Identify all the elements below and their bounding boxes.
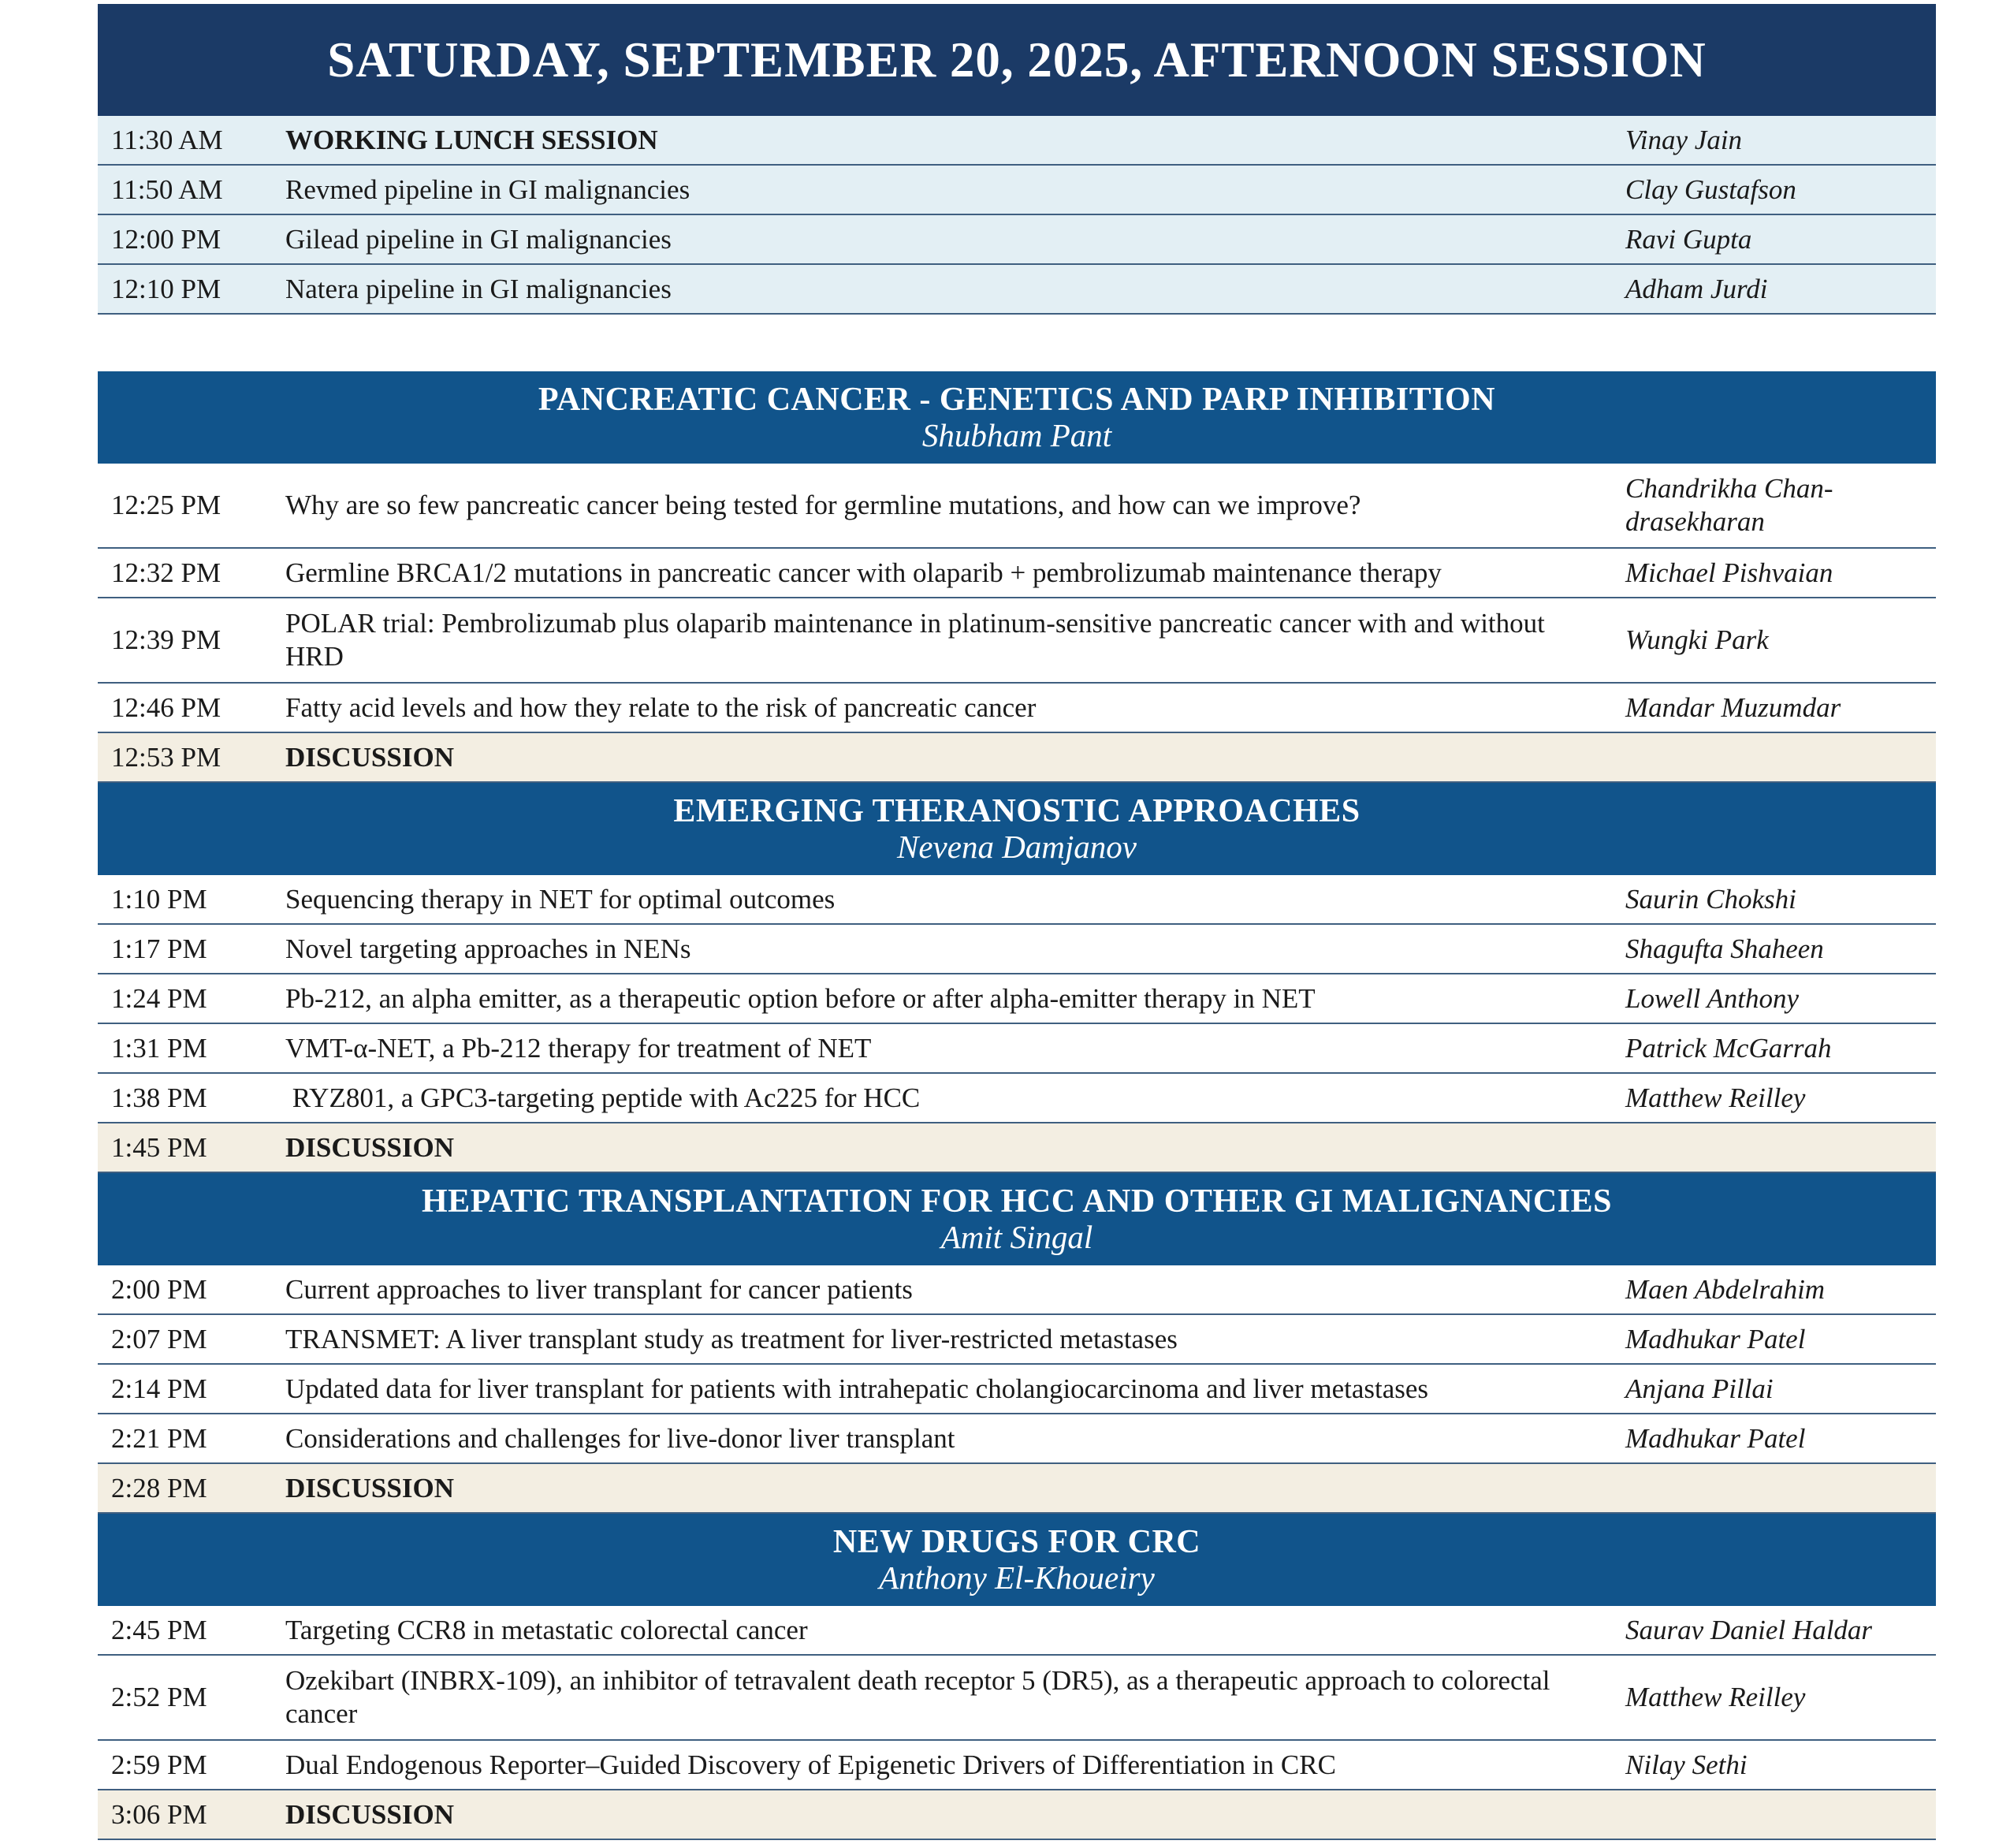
discussion-label: DISCUSSION <box>285 1472 454 1503</box>
time-cell: 12:00 PM <box>111 223 221 255</box>
table-row <box>98 974 1936 1024</box>
speaker-cell: Michael Pishvaian <box>1625 557 1833 588</box>
table-row <box>98 1414 1936 1464</box>
topic-cell: Dual Endogenous Reporter–Guided Discovery of Epigenetic Drivers of Differentiation in CRC <box>285 1749 1336 1780</box>
section-chair: Amit Singal <box>940 1219 1093 1256</box>
discussion-row <box>98 1464 1936 1514</box>
table-row <box>98 1741 1936 1790</box>
discussion-row <box>98 733 1936 783</box>
speaker-cell: Patrick McGarrah <box>1625 1032 1832 1064</box>
topic-cell: Gilead pipeline in GI malignancies <box>285 223 672 255</box>
time-cell: 1:31 PM <box>111 1032 207 1064</box>
section-new-drugs-crc <box>98 1514 1936 1840</box>
table-row <box>98 116 1936 166</box>
lunch-session-table <box>98 116 1936 315</box>
topic-cell: Pb-212, an alpha emitter, as a therapeutic option before or after alpha-emitter therapy in NET <box>285 982 1316 1014</box>
topic-cell: Targeting CCR8 in metastatic colorectal cancer <box>285 1614 808 1645</box>
speaker-cell: Shagufta Shaheen <box>1625 933 1824 964</box>
time-cell: 12:53 PM <box>111 741 221 773</box>
section-spacer <box>98 315 1936 371</box>
speaker-cell: Adham Jurdi <box>1625 273 1768 304</box>
discussion-label: DISCUSSION <box>285 1131 454 1163</box>
section-header <box>98 1514 1936 1606</box>
discussion-row <box>98 1123 1936 1173</box>
section-title: NEW DRUGS FOR CRC <box>832 1523 1201 1560</box>
speaker-cell: Madhukar Patel <box>1625 1422 1806 1454</box>
speaker-cell: Mandar Muzumdar <box>1625 691 1841 723</box>
time-cell: 12:32 PM <box>111 557 221 588</box>
topic-cell: Considerations and challenges for live-donor liver transplant <box>285 1422 955 1454</box>
section-header <box>98 371 1936 464</box>
topic-cell: Germline BRCA1/2 mutations in pancreatic cancer with olaparib + pembrolizumab maintenance therapy <box>285 557 1442 588</box>
speaker-cell: Saurin Chokshi <box>1625 883 1796 915</box>
time-cell: 12:25 PM <box>111 490 221 520</box>
table-row <box>98 464 1936 549</box>
time-cell: 1:45 PM <box>111 1131 207 1163</box>
topic-cell: VMT-α-NET, a Pb-212 therapy for treatment of NET <box>285 1032 872 1064</box>
topic-cell: Novel targeting approaches in NENs <box>285 933 691 964</box>
time-cell: 2:14 PM <box>111 1373 207 1404</box>
time-cell: 1:17 PM <box>111 933 207 964</box>
table-row <box>98 549 1936 598</box>
topic-cell: POLAR trial: Pembrolizumab plus olaparib maintenance in platinum-sensitive pancreatic cancer with and without HRD <box>285 608 1545 672</box>
time-cell: 12:39 PM <box>111 624 221 655</box>
table-row <box>98 1606 1936 1656</box>
discussion-label: DISCUSSION <box>285 1798 454 1830</box>
time-cell: 2:52 PM <box>111 1682 207 1712</box>
section-chair: Shubham Pant <box>921 417 1112 454</box>
time-cell: 2:45 PM <box>111 1614 207 1645</box>
table-row <box>98 265 1936 315</box>
section-title: PANCREATIC CANCER - GENETICS AND PARP INHIBITION <box>538 381 1496 418</box>
topic-cell: Sequencing therapy in NET for optimal outcomes <box>285 883 836 915</box>
table-row <box>98 1365 1936 1414</box>
time-cell: 2:00 PM <box>111 1273 207 1305</box>
table-row <box>98 166 1936 215</box>
section-theranostic <box>98 783 1936 1173</box>
time-cell: 3:06 PM <box>111 1798 207 1830</box>
speaker-cell: Clay Gustafson <box>1625 173 1796 205</box>
section-title: EMERGING THERANOSTIC APPROACHES <box>673 792 1360 829</box>
time-cell: 12:10 PM <box>111 273 221 304</box>
table-row <box>98 1315 1936 1365</box>
time-cell: 2:21 PM <box>111 1422 207 1454</box>
speaker-cell: Anjana Pillai <box>1625 1373 1774 1404</box>
table-row <box>98 598 1936 684</box>
section-header <box>98 1173 1936 1265</box>
table-row <box>98 1265 1936 1315</box>
table-row <box>98 1074 1936 1123</box>
time-cell: 1:38 PM <box>111 1082 207 1113</box>
section-hepatic-transplantation <box>98 1173 1936 1514</box>
topic-cell: TRANSMET: A liver transplant study as treatment for liver-restricted metastases <box>285 1323 1178 1354</box>
topic-cell: Current approaches to liver transplant for cancer patients <box>285 1273 913 1305</box>
speaker-cell: Vinay Jain <box>1625 124 1743 155</box>
time-cell: 2:28 PM <box>111 1472 207 1503</box>
speaker-cell: Madhukar Patel <box>1625 1323 1806 1354</box>
topic-cell: WORKING LUNCH SESSION <box>285 124 658 155</box>
time-cell: 1:10 PM <box>111 883 207 915</box>
speaker-cell: Matthew Reilley <box>1625 1682 1806 1712</box>
table-row <box>98 684 1936 733</box>
speaker-cell: Lowell Anthony <box>1625 982 1800 1014</box>
speaker-cell: Matthew Reilley <box>1625 1082 1806 1113</box>
section-chair: Anthony El-Khoueiry <box>879 1559 1155 1597</box>
section-title: HEPATIC TRANSPLANTATION FOR HCC AND OTHER GI MALIGNANCIES <box>422 1183 1612 1220</box>
time-cell: 2:07 PM <box>111 1323 207 1354</box>
table-row <box>98 925 1936 974</box>
section-pancreatic-cancer <box>98 371 1936 783</box>
topic-cell: Revmed pipeline in GI malignancies <box>285 173 690 205</box>
time-cell: 12:46 PM <box>111 691 221 723</box>
discussion-label: DISCUSSION <box>285 741 454 773</box>
table-row <box>98 875 1936 925</box>
page-title: SATURDAY, SEPTEMBER 20, 2025, AFTERNOON SESSION <box>98 4 1936 116</box>
section-header <box>98 783 1936 875</box>
time-cell: 2:59 PM <box>111 1749 207 1780</box>
topic-cell: Updated data for liver transplant for patients with intrahepatic cholangiocarcinoma and liver metastases <box>285 1373 1429 1404</box>
time-cell: 11:30 AM <box>111 124 223 155</box>
table-row <box>98 1656 1936 1741</box>
section-chair: Nevena Damjanov <box>897 829 1137 866</box>
time-cell: 1:24 PM <box>111 982 207 1014</box>
topic-cell: Natera pipeline in GI malignancies <box>285 273 672 304</box>
time-cell: 11:50 AM <box>111 173 223 205</box>
speaker-cell: Maen Abdelrahim <box>1625 1273 1826 1305</box>
speaker-cell: Nilay Sethi <box>1625 1749 1748 1780</box>
speaker-cell: Wungki Park <box>1625 624 1769 655</box>
topic-cell: RYZ801, a GPC3-targeting peptide with Ac225 for HCC <box>285 1082 921 1113</box>
topic-cell: Ozekibart (INBRX-109), an inhibitor of tetravalent death receptor 5 (DR5), as a therapeutic approach to colorectal cancer <box>285 1665 1550 1729</box>
topic-cell: Why are so few pancreatic cancer being tested for germline mutations, and how can we improve? <box>285 490 1361 520</box>
table-row <box>98 1024 1936 1074</box>
discussion-row <box>98 1790 1936 1840</box>
speaker-cell: Chandrikha Chan-drasekharan <box>1625 473 1833 537</box>
table-row <box>98 215 1936 265</box>
agenda-page <box>98 4 1936 1840</box>
speaker-cell: Saurav Daniel Haldar <box>1625 1614 1873 1645</box>
topic-cell: Fatty acid levels and how they relate to the risk of pancreatic cancer <box>285 691 1037 723</box>
speaker-cell: Ravi Gupta <box>1625 223 1752 255</box>
